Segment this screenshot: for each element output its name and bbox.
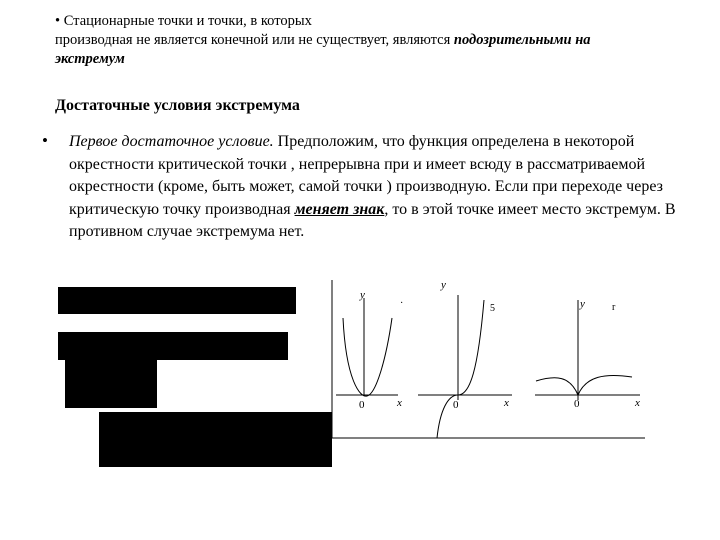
graph3-y-label: y xyxy=(580,298,585,310)
paragraph-bullet: • xyxy=(42,131,48,150)
graph-no-extremum xyxy=(418,295,512,438)
redaction-block-4 xyxy=(99,412,332,467)
paragraph-emphasis: меняет знак xyxy=(294,200,385,218)
graph3-x-label: x xyxy=(635,397,640,409)
note-emphasis-1: подозрительными на xyxy=(453,32,591,48)
graph1-origin-label: 0 xyxy=(359,399,365,411)
graph1-extra-label: · xyxy=(400,298,404,309)
graph3-extra-label: r xyxy=(612,302,616,313)
paragraph-text-1: Предположим, что функция определена в некоторой окрестности критической точки , непрерывна при и имеет всюду в рассматриваемой окрестности (кроме, быть может, самой точки ) производную. Если при переходе через критическую точку производная xyxy=(69,133,663,218)
graph-cusp xyxy=(535,300,640,400)
graph1-y-label: y xyxy=(360,289,365,301)
section-heading: Достаточные условия экстремума xyxy=(55,97,300,114)
graph-minimum xyxy=(332,280,398,438)
graph3-curve xyxy=(536,375,632,395)
graph2-extra-label: 5 xyxy=(490,303,495,314)
graph3-origin-label: 0 xyxy=(574,398,580,410)
graph2-y-label: y xyxy=(441,279,446,291)
graph1-x-label: x xyxy=(397,397,402,409)
condition-paragraph xyxy=(69,131,697,244)
extremum-graphs-figure xyxy=(320,275,660,445)
graph2-origin-label: 0 xyxy=(453,399,459,411)
note-text-line1: Стационарные точки и точки, в которых xyxy=(63,13,312,29)
redaction-block-2 xyxy=(58,332,288,360)
paragraph-text-2: , то в этой точке имеет место экстремум. В противном случае экстремума нет. xyxy=(69,200,676,240)
graph1-curve xyxy=(343,318,392,396)
note-emphasis-2: экстремум xyxy=(55,51,125,67)
intro-note xyxy=(55,12,695,69)
redaction-block-3 xyxy=(65,358,157,408)
redaction-block-1 xyxy=(58,287,296,314)
note-text-line2: производная не является конечной или не существует, являются xyxy=(55,32,454,48)
note-bullet: • xyxy=(55,13,61,29)
graph2-x-label: x xyxy=(504,397,509,409)
graph2-curve xyxy=(437,300,484,438)
paragraph-lead: Первое достаточное условие. xyxy=(69,133,274,150)
